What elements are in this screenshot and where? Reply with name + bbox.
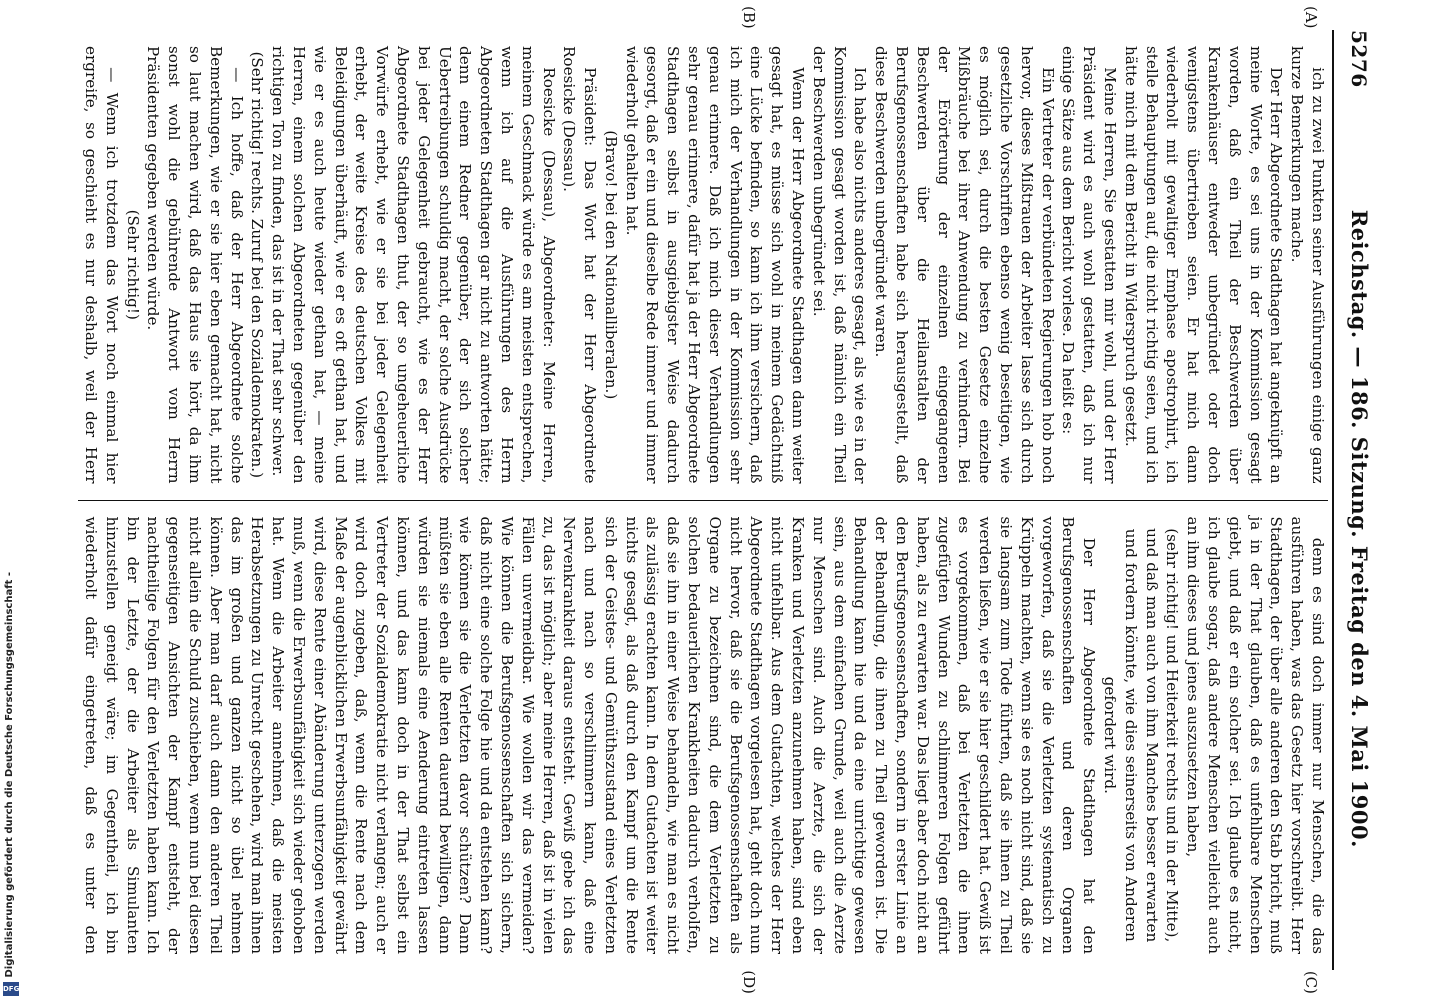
dfg-logo-icon: DFG	[3, 982, 19, 996]
paragraph: Meine Herren, Sie gestatten mir wohl, und der Herr Präsident wird es auch wohl gestatten, daß ich nur einige Sätze aus dem Bericht vorlese. Da heißt es:	[1059, 46, 1120, 484]
quoted-paragraph: Ein Vertreter der verbündeten Regierungen hob noch hervor, dieses Mißtrauen der Arbeiter lasse sich durch gesetzliche Vorschriften ebenso wenig beseitigen, wie es möglich sei, durch die besten Gesetze einzelne Mißbräuche bei ihrer Anwendung zu verhindern. Bei der Erörterung der einzelnen eingegangenen Beschwerden über die Heilanstalten der Berufsgenossenschaften habe sich herausgestellt, daß diese Beschwerden unbegründet waren.	[872, 46, 1057, 484]
page-header	[1332, 30, 1372, 970]
paragraph: Der Herr Abgeordnete Stadthagen hat den Berufsgenossenschaften und deren Organen vorgeworfen, daß sie die Verletzten systematisch zu Krüppeln machten, wenn sie es noch nicht sind, daß sie sie langsam zum Tode führten, daß sie ihnen zu Theil werden ließen, wie er sie hier geschildert hat. Gewiß ist es vorgekommen, daß bei Verletzten die ihnen zugefügten Wunden zu schlimmeren Folgen geführt haben, als zu erwarten war. Das liegt aber doch nicht an den Berufsgenossenschaften, sondern in erster Linie an der Behandlung, die ihnen zu Theil geworden ist. Die Behandlung kann hie und da eine unrichtige gewesen sein, aus dem einfachen Grunde, weil auch die Aerzte nur Menschen sind. Auch die Aerzte, die sich der Kranken und Verletzten anzunehmen haben, sind eben nicht unfehlbar. Aus dem Gutachten, welches der Herr Abgeordnete Stadthagen vorgelesen hat, geht doch nun nicht hervor, daß sie die Berufsgenossenschaften als Organe zu bezeichnen sind, die dem Verletzten zu solchen bedauerlichen Krankheiten dadurch verholfen, daß sie ihn in einer Weise behandeln, wie man es nicht als zulässig erachten kann. In dem Gutachten ist weiter nichts gesagt, als daß durch den Kampf um die Rente sich der Geistes- und Gemüthszustand eines Verletzten nach und nach so verschlimmern kann, daß eine Nervenkrankheit daraus entsteht. Gewiß gebe ich das zu, das ist möglich; aber meine Herren, daß ist in vielen Fällen unvermeidbar. Wie wollen wir das vermeiden? Wie können die Berufsgenossenschaften sich sichern, daß nicht eine solche Folge hie und da entstehen kann? wie können sie die Verletzten davor schützen? Dann müßten sie eben alle Renten dauernd bewilligen, dann würden sie niemals eine Aenderung eintreten lassen können, und das kann doch in der That selbst ein Vertreter der Sozialdemokratie nicht verlangen; auch er wird doch zugeben, daß, wenn die Rente nach dem Maße der augenblicklichen Erwerbsunfähigkeit gewährt wird, diese Rente einer Abänderung unterzogen werden muß, wenn die Erwerbsunfähigkeit sich wieder gehoben hat. Wenn die Arbeiter annehmen, daß die meisten Herabsetzungen zu Unrecht geschehen, wird man ihnen das im großen und ganzen nicht so übel nehmen können. Aber man darf auch dann den anderen Theil nicht allein die Schuld zuschieben, wenn nun bei diesen gegenseitigen Ansichten der Kampf entsteht, der nachtheilige Folgen für den Verletzten haben kann. Ich bin der Letzte, der die Arbeiter als Simulanten hinzustellen geneigt wäre; im Gegentheil, ich bin wiederholt dafür eingetreten, daß es unter den	[81, 516, 1099, 954]
left-column	[78, 30, 1328, 500]
president-statement: Präsident: Das Wort hat der Herr Abgeordnete Roesicke (Dessau).	[560, 46, 600, 484]
paragraph: Der Herr Abgeordnete Stadthagen hat angeknüpft an meine Worte, es sei uns in der Kommission gesagt worden, daß ein Theil der Beschwerden über Krankenhäuser entweder unbegründet oder doch wenigstens übertrieben seien. Er hat mich dann wiederholt mit gewaltiger Emphase apostrophirt, ich stelle Behauptungen auf, die nicht richtig seien, und ich hätte mich mit dem Bericht in Widerspruch gesetzt.	[1121, 46, 1286, 484]
interjection: (Sehr richtig! rechts. Zuruf bei den Sozialdemokraten.)	[248, 51, 267, 479]
speech-paragraph: Roesicke (Dessau), Abgeordneter: Meine Herren, meinem Geschmack würde es am meisten entsprechen, wenn ich auf die Ausführungen des Herrn Abgeordneten Stadthagen gar nicht zu antworten hätte; denn einem Redner gegenüber, der sich solcher Uebertreibungen schuldig macht, der solche Ausdrücke bei jeder Gelegenheit gebraucht, wie es der Herr Abgeordnete Stadthagen thut, der so ungeheuerliche Vorwürfe erhebt, wie er sie bei jeder Gelegenheit erhebt, der weite Kreise des deutschen Volkes mit Beleidigungen überhäuft, wie er es oft gethan hat, und wie er es auch heute wieder gethan hat, — meine Herren, einem solchen Abgeordneten gegenüber den richtigen Ton zu finden, das ist in der That sehr schwer.	[269, 46, 558, 484]
margin-marker-c: (C)	[1302, 970, 1320, 994]
text-columns	[78, 6, 1328, 994]
page-number: 5276	[1347, 30, 1371, 88]
margin-marker-a: (A)	[1302, 6, 1320, 29]
rotated-page	[60, 0, 1390, 1000]
interjection: (Sehr richtig!)	[123, 209, 142, 320]
interjection: (Bravo! bei den Nationalliberalen.)	[601, 130, 620, 400]
margin-marker-b: (B)	[740, 6, 758, 29]
paragraph: Wenn der Herr Abgeordnete Stadthagen dann weiter gesagt hat, es müsse sich wohl in meinem Gedächtniß eine Lücke befinden, so kann ich ihm versichern, daß ich mich der Verhandlungen in der Kommission sehr genau erinnere. Daß ich mich dieser Verhandlungen sehr genau erinnere, dafür hat ja der Herr Abgeordnete Stadthagen selbst in ausgiebigster Weise dadurch gesorgt, daß er ein und dieselbe Rede immer und immer wiederholt gehalten hat.	[622, 46, 808, 484]
paragraph: — Wenn ich trotzdem das Wort noch einmal hier ergreife, so geschieht es nur deshalb, weil der Herr	[81, 46, 121, 484]
footer-credit	[0, 0, 24, 1000]
paragraph: denn es sind doch immer nur Menschen, die das ausführen haben, was das Gesetz hier vorschreibt. Herr Stadthagen, der über alle anderen den Stab bricht, muß ja in der That glauben, daß es unfehlbare Menschen giebt, und daß er ein solcher sei. Ich glaube es nicht, ich glaube sogar, daß andere Menschen vielleicht auch an ihm dieses und jenes auszusetzen haben,	[1184, 516, 1327, 954]
paragraph: Ich habe also nichts anderes gesagt, als wie es in der Kommission gesagt worden ist, daß nämlich ein Theil der Beschwerden unbegründet sei.	[809, 46, 870, 484]
right-column	[78, 501, 1328, 971]
paragraph: ich zu zwei Punkten seiner Ausführungen einige ganz kurze Bemerkungen mache.	[1288, 46, 1327, 484]
paragraph: — Ich hoffe, daß der Herr Abgeordnete solche Bemerkungen, wie er sie hier eben gemacht hat, nicht so laut machen wird, daß das Haus sie hört, da ihm sonst wohl die gebührende Antwort vom Herrn Präsidenten gegeben werden würde.	[144, 46, 246, 484]
page-title: Reichstag. — 186. Sitzung. Freitag den 4. Mai 1900.	[1347, 209, 1372, 848]
interjection: (sehr richtig! und Heiterkeit rechts und in der Mitte), und daß man auch von ihm Manches besser erwarten und fordern könnte, wie dies seinerseits von Anderen gefordert wird.	[1101, 528, 1182, 943]
margin-marker-d: (D)	[740, 970, 758, 994]
footer-text: Digitalisierung gefördert durch die Deutsche Forschungsgemeinschaft -	[4, 572, 15, 978]
